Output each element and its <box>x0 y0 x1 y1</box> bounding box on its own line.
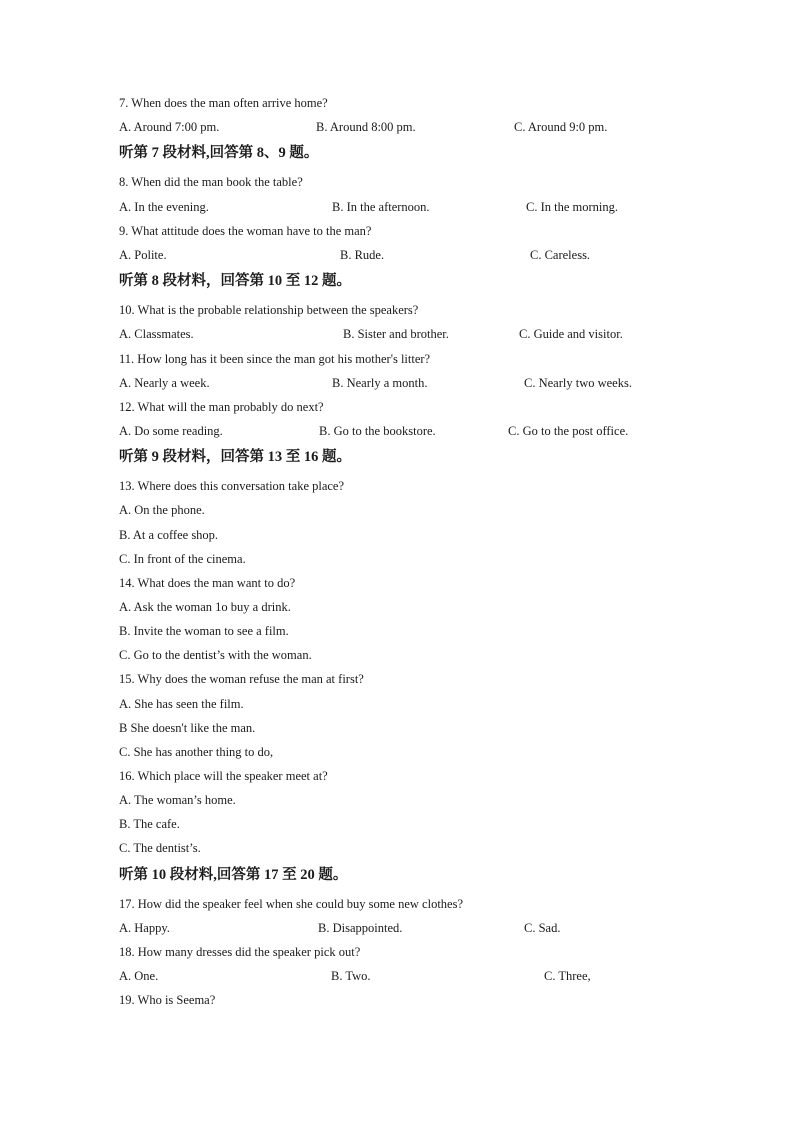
q8-option-a: A. In the evening. <box>119 200 209 214</box>
question-13: 13. Where does this conversation take place? <box>119 479 345 493</box>
question-7: 7. When does the man often arrive home? <box>119 96 328 110</box>
question-9: 9. What attitude does the woman have to the man? <box>119 224 372 238</box>
q15-option-c: C. She has another thing to do, <box>119 745 274 759</box>
q13-option-b: B. At a coffee shop. <box>119 528 219 542</box>
q11-option-b: B. Nearly a month. <box>332 376 428 390</box>
q17-option-a: A. Happy. <box>119 921 170 935</box>
q9-option-c: C. Careless. <box>530 248 591 262</box>
q13-option-c: C. In front of the cinema. <box>119 552 246 566</box>
q8-option-b: B. In the afternoon. <box>332 200 430 214</box>
q11-option-a: A. Nearly a week. <box>119 376 210 390</box>
q17-option-b: B. Disappointed. <box>318 921 403 935</box>
section-heading-9: 听第 9 段材料，回答第 13 至 16 题。 <box>119 449 351 465</box>
section-heading-7: 听第 7 段材料,回答第 8、9 题。 <box>119 145 319 161</box>
question-12: 12. What will the man probably do next? <box>119 400 324 414</box>
q12-option-b: B. Go to the bookstore. <box>319 424 436 438</box>
q13-option-a: A. On the phone. <box>119 503 205 517</box>
question-19: 19. Who is Seema? <box>119 993 216 1007</box>
q7-option-b: B. Around 8:00 pm. <box>316 120 416 134</box>
q15-option-a: A. She has seen the film. <box>119 697 244 711</box>
q7-option-c: C. Around 9:0 pm. <box>514 120 608 134</box>
q9-option-b: B. Rude. <box>340 248 385 262</box>
q15-option-b: B She doesn't like the man. <box>119 721 256 735</box>
q9-option-a: A. Polite. <box>119 248 167 262</box>
q12-option-c: C. Go to the post office. <box>508 424 629 438</box>
question-8: 8. When did the man book the table? <box>119 175 303 189</box>
question-10: 10. What is the probable relationship between the speakers? <box>119 303 419 317</box>
q17-option-c: C. Sad. <box>524 921 561 935</box>
q16-option-a: A. The woman’s home. <box>119 793 236 807</box>
q18-option-b: B. Two. <box>331 969 371 983</box>
q16-option-b: B. The cafe. <box>119 817 180 831</box>
question-11: 11. How long has it been since the man got his mother's litter? <box>119 352 431 366</box>
question-17: 17. How did the speaker feel when she could buy some new clothes? <box>119 897 464 911</box>
q14-option-a: A. Ask the woman 1o buy a drink. <box>119 600 291 614</box>
q10-option-a: A. Classmates. <box>119 327 194 341</box>
section-heading-10: 听第 10 段材料,回答第 17 至 20 题。 <box>119 867 348 883</box>
q10-option-b: B. Sister and brother. <box>343 327 449 341</box>
q12-option-a: A. Do some reading. <box>119 424 223 438</box>
q14-option-c: C. Go to the dentist’s with the woman. <box>119 648 312 662</box>
q11-option-c: C. Nearly two weeks. <box>524 376 632 390</box>
q10-option-c: C. Guide and visitor. <box>519 327 623 341</box>
q16-option-c: C. The dentist’s. <box>119 841 201 855</box>
q7-option-a: A. Around 7:00 pm. <box>119 120 220 134</box>
question-14: 14. What does the man want to do? <box>119 576 296 590</box>
q14-option-b: B. Invite the woman to see a film. <box>119 624 289 638</box>
q18-option-c: C. Three, <box>544 969 591 983</box>
q8-option-c: C. In the morning. <box>526 200 619 214</box>
question-15: 15. Why does the woman refuse the man at first? <box>119 672 364 686</box>
q18-option-a: A. One. <box>119 969 159 983</box>
question-16: 16. Which place will the speaker meet at? <box>119 769 328 783</box>
section-heading-8: 听第 8 段材料，回答第 10 至 12 题。 <box>119 273 351 289</box>
question-18: 18. How many dresses did the speaker pick out? <box>119 945 361 959</box>
